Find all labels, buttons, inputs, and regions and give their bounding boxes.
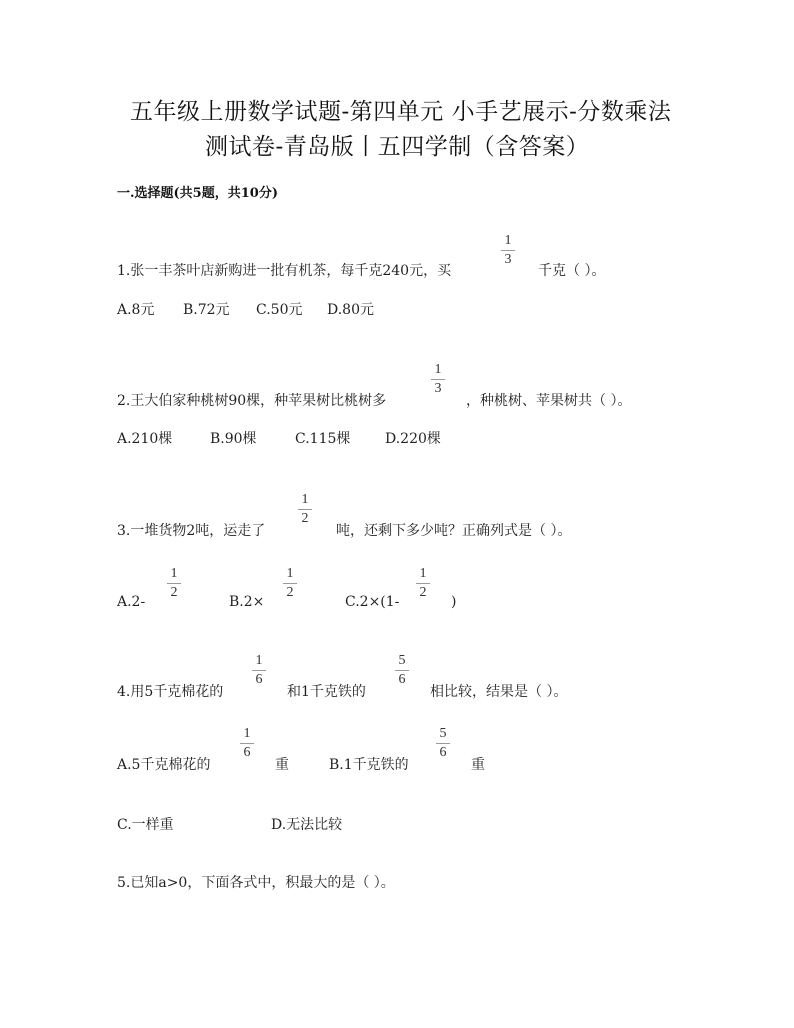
question-4-option-a-tail: 重: [275, 757, 289, 773]
fraction-denominator: 2: [170, 585, 178, 600]
question-3-tail: 吨，还剩下多少吨？正确列式是（ ）。: [336, 523, 572, 539]
fraction-denominator: 2: [301, 511, 309, 526]
fraction-bar: [416, 583, 430, 584]
question-3-option-c: C.2×(1-: [345, 594, 400, 610]
document-title-line2: 测试卷-青岛版丨五四学制（含答案）: [205, 134, 590, 160]
question-4-stem: 4.用5千克棉花的: [117, 684, 224, 700]
fraction-denominator: 6: [439, 745, 447, 760]
section-heading: 一.选择题(共5题，共10分): [117, 186, 278, 201]
question-4-option-b-fraction: [435, 726, 451, 761]
fraction-bar: [240, 743, 254, 744]
question-3-option-a-fraction: [166, 566, 182, 601]
fraction-numerator: 1: [301, 492, 309, 507]
question-4-option-b: B.1千克铁的: [329, 757, 409, 773]
fraction-bar: [252, 670, 266, 671]
fraction-numerator: 1: [170, 566, 178, 581]
question-3-fraction: [297, 492, 313, 527]
question-2-option-c: C.115棵: [295, 431, 351, 447]
fraction-numerator: 1: [255, 653, 263, 668]
question-4-option-b-tail: 重: [471, 757, 485, 773]
question-2-tail: ，种桃树、苹果树共（ ）。: [466, 393, 632, 409]
question-4-option-a-fraction: [239, 726, 255, 761]
question-1-option-a: A.8元: [117, 302, 155, 318]
question-3-option-b: B.2×: [229, 594, 265, 610]
fraction-bar: [501, 250, 515, 251]
fraction-denominator: 6: [255, 672, 263, 687]
question-3-stem: 3.一堆货物2吨，运走了: [117, 523, 266, 539]
question-2-option-a: A.210棵: [117, 431, 173, 447]
question-3-option-c-fraction: [415, 566, 431, 601]
fraction-numerator: 1: [419, 566, 427, 581]
question-1-option-d: D.80元: [327, 302, 374, 318]
fraction-bar: [395, 670, 409, 671]
question-4-option-d: D.无法比较: [271, 817, 343, 833]
question-3-option-b-fraction: [282, 566, 298, 601]
fraction-numerator: 5: [439, 726, 447, 741]
fraction-bar: [167, 583, 181, 584]
fraction-denominator: 6: [243, 745, 251, 760]
question-4-fraction-1: [251, 653, 267, 688]
question-2-option-d: D.220棵: [385, 431, 441, 447]
question-1-fraction: [500, 233, 516, 268]
fraction-denominator: 3: [504, 252, 512, 267]
question-1-option-c: C.50元: [256, 302, 303, 318]
question-1-stem: 1.张一丰茶叶店新购进一批有机茶，每千克240元，买: [117, 263, 452, 279]
question-4-tail: 相比较，结果是（ ）。: [430, 684, 568, 700]
fraction-denominator: 2: [419, 585, 427, 600]
fraction-numerator: 1: [504, 233, 512, 248]
question-3-option-c-close: ): [451, 594, 457, 610]
document-title-line1: 五年级上册数学试题-第四单元 小手艺展示-分数乘法: [130, 99, 672, 125]
fraction-bar: [298, 509, 312, 510]
question-1-option-b: B.72元: [183, 302, 230, 318]
question-4-middle: 和1千克铁的: [287, 684, 366, 700]
question-3-option-a: A.2-: [117, 594, 146, 610]
question-1-tail: 千克（ ）。: [538, 263, 606, 279]
fraction-bar: [436, 743, 450, 744]
fraction-bar: [283, 583, 297, 584]
fraction-numerator: 5: [398, 653, 406, 668]
fraction-denominator: 6: [398, 672, 406, 687]
question-4-option-a: A.5千克棉花的: [117, 757, 211, 773]
question-5-stem: 5.已知a>0，下面各式中，积最大的是（ ）。: [117, 875, 395, 891]
fraction-numerator: 1: [434, 362, 442, 377]
fraction-denominator: 3: [434, 381, 442, 396]
question-2-fraction: [430, 362, 446, 397]
fraction-denominator: 2: [286, 585, 294, 600]
question-2-stem: 2.王大伯家种桃树90棵，种苹果树比桃树多: [117, 393, 387, 409]
fraction-bar: [431, 379, 445, 380]
fraction-numerator: 1: [243, 726, 251, 741]
question-2-option-b: B.90棵: [210, 431, 257, 447]
question-4-fraction-2: [394, 653, 410, 688]
fraction-numerator: 1: [286, 566, 294, 581]
question-4-option-c: C.一样重: [117, 817, 174, 833]
